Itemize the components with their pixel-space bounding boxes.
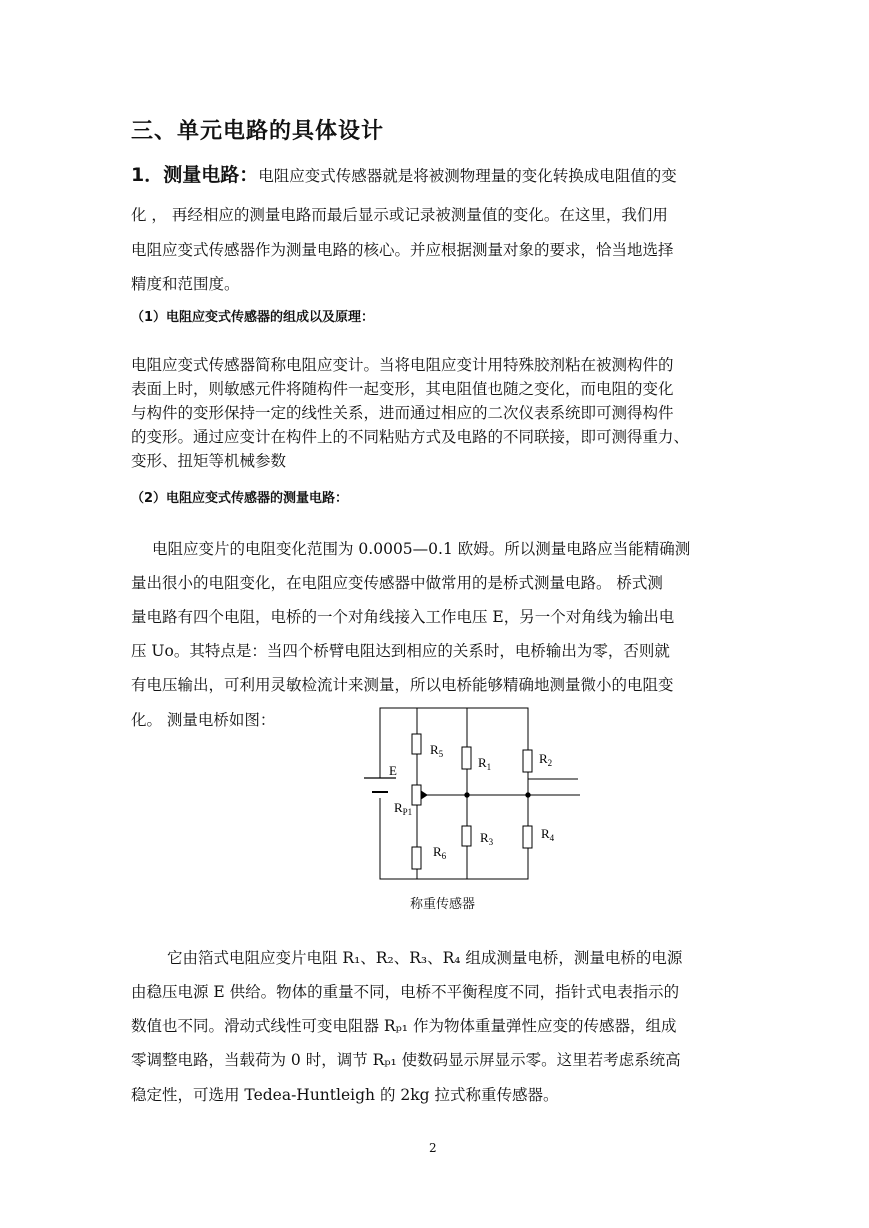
label-r4: $R_4$ bbox=[541, 826, 555, 843]
junction-dot bbox=[465, 793, 469, 797]
label-rp1: $R_{P1}$ bbox=[394, 800, 413, 817]
wiper-arrow-icon bbox=[421, 791, 427, 799]
page-number: 2 bbox=[429, 1141, 437, 1155]
item1-line4: 精度和范围度。 bbox=[131, 275, 240, 293]
label-r2: $R_2$ bbox=[539, 751, 553, 768]
label-r5: $R_5$ bbox=[430, 742, 444, 759]
resistor-r1 bbox=[462, 747, 471, 769]
battery-gap bbox=[365, 778, 395, 798]
sub2-line: 电阻应变片的电阻变化范围为 0.0005—0.1 欧姆。所以测量电路应当能精确测 bbox=[152, 540, 691, 558]
section-title: 三、单元电路的具体设计 bbox=[131, 119, 385, 144]
resistor-r6 bbox=[412, 847, 421, 869]
item1-line1: 电阻应变式传感器就是将被测物理量的变化转换成电阻值的变 bbox=[258, 167, 677, 185]
sub1-line: 电阻应变式传感器简称电阻应变计。当将电阻应变计用特殊胶剂粘在被测构件的 bbox=[131, 356, 674, 374]
sub1-line: 的变形。通过应变计在构件上的不同粘贴方式及电路的不同联接，即可测得重力、 bbox=[131, 428, 690, 446]
sub2-line: 量电路有四个电阻，电桥的一个对角线接入工作电压 E，另一个对角线为输出电 bbox=[131, 608, 675, 626]
sub2-line: 有电压输出，可利用灵敏检流计来测量，所以电桥能够精确地测量微小的电阻变 bbox=[131, 676, 674, 694]
item1-line2: 化 ， 再经相应的测量电路而最后显示或记录被测量值的变化。在这里，我们用 bbox=[131, 206, 668, 224]
closing-line: 稳定性，可选用 Tedea-Huntleigh 的 2kg 拉式称重传感器。 bbox=[131, 1086, 559, 1104]
label-r3: $R_3$ bbox=[480, 830, 494, 847]
circuit-frame bbox=[380, 708, 528, 879]
sub1-heading: （1）电阻应变式传感器的组成以及原理： bbox=[131, 310, 375, 325]
closing-line: 零调整电路，当载荷为 0 时，调节 Rₚ₁ 使数码显示屏显示零。这里若考虑系统高 bbox=[131, 1051, 681, 1069]
sub2-line: 量出很小的电阻变化，在电阻应变传感器中做常用的是桥式测量电路。 桥式测 bbox=[131, 574, 663, 592]
sub2-line: 化。 测量电桥如图： bbox=[131, 711, 276, 729]
closing-line: 由稳压电源 E 供给。物体的重量不同，电桥不平衡程度不同，指针式电表指示的 bbox=[131, 983, 680, 1001]
bridge-circuit-diagram bbox=[360, 700, 590, 885]
resistor-r2 bbox=[523, 750, 532, 772]
potentiometer-rp1 bbox=[412, 785, 421, 805]
item1-line3: 电阻应变式传感器作为测量电路的核心。并应根据测量对象的要求，恰当地选择 bbox=[131, 241, 674, 259]
resistor-r5 bbox=[412, 734, 421, 754]
sub2-line: 压 Uo。其特点是：当四个桥臂电阻达到相应的关系时，电桥输出为零，否则就 bbox=[131, 642, 670, 660]
sub1-line: 与构件的变形保持一定的线性关系，进而通过相应的二次仪表系统即可测得构件 bbox=[131, 404, 674, 422]
item1-heading: 1．测量电路： bbox=[131, 164, 259, 186]
sub1-line: 变形、扭矩等机械参数 bbox=[131, 452, 287, 470]
sub1-line: 表面上时，则敏感元件将随构件一起变形，其电阻值也随之变化，而电阻的变化 bbox=[131, 380, 674, 398]
closing-line: 数值也不同。滑动式线性可变电阻器 Rₚ₁ 作为物体重量弹性应变的传感器，组成 bbox=[131, 1017, 677, 1035]
resistor-r3 bbox=[462, 826, 471, 846]
closing-line: 它由箔式电阻应变片电阻 R₁、R₂、R₃、R₄ 组成测量电桥，测量电桥的电源 bbox=[167, 949, 683, 967]
sub2-heading: （2）电阻应变式传感器的测量电路： bbox=[131, 491, 349, 506]
figure-caption: 称重传感器 bbox=[410, 897, 476, 912]
label-r1: $R_1$ bbox=[478, 755, 492, 772]
resistor-r4 bbox=[523, 826, 532, 848]
label-e: E bbox=[389, 763, 397, 778]
junction-dot bbox=[526, 793, 530, 797]
label-r6: $R_6$ bbox=[433, 844, 447, 861]
